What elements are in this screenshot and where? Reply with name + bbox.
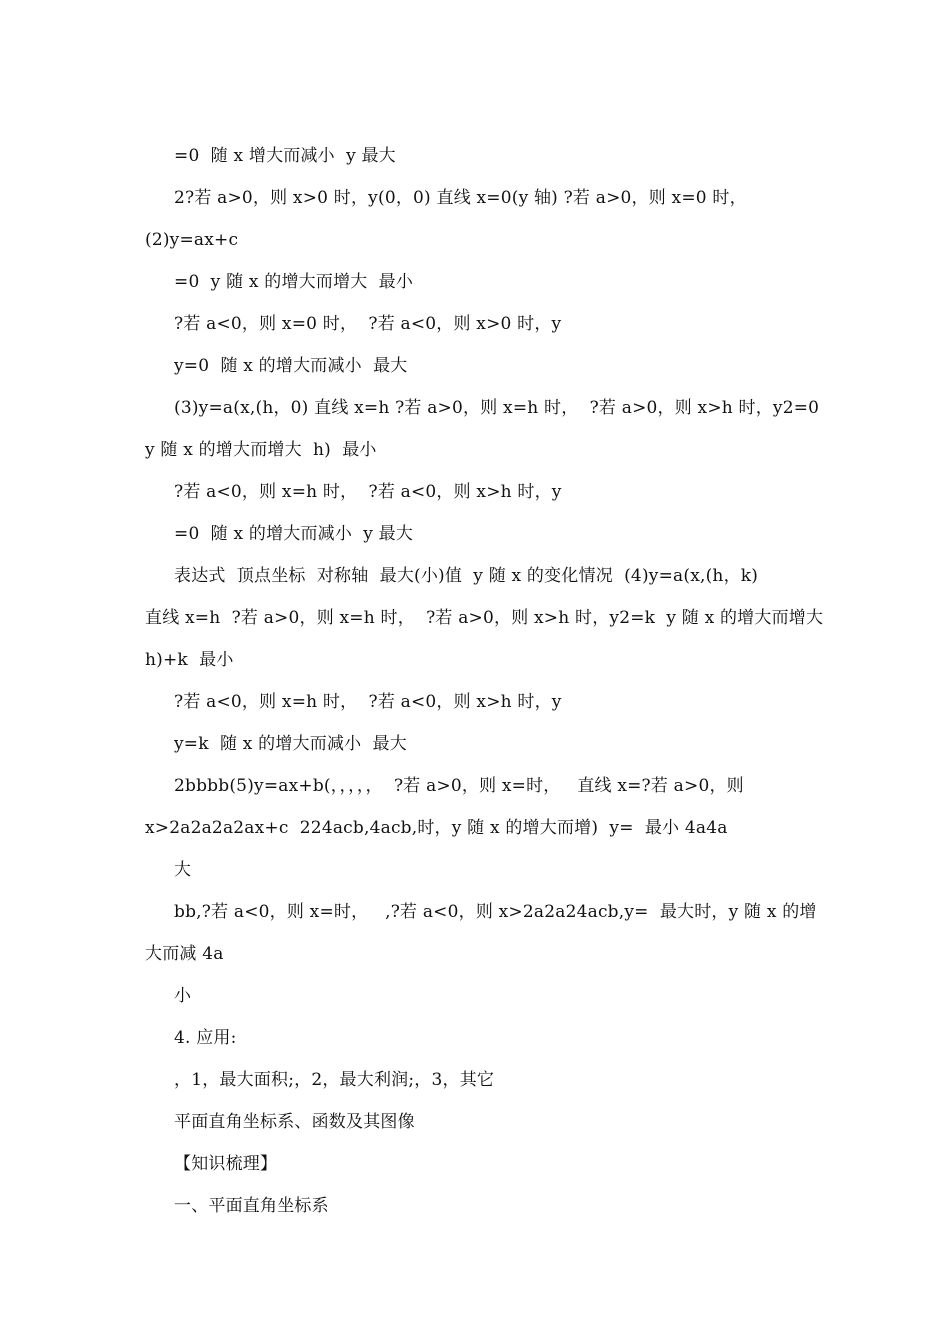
text-line-9: ?若 a<0，则 x=h 时， ?若 a<0，则 x>h 时，y — [174, 482, 562, 502]
text-line-20: 大而减 4a — [145, 944, 224, 964]
text-line-5: ?若 a<0，则 x=0 时， ?若 a<0，则 x>0 时，y — [174, 314, 562, 334]
subsection-heading: 一、平面直角坐标系 — [174, 1196, 329, 1216]
text-line-19: bb,?若 a<0，则 x=时， ,?若 a<0，则 x>2a2a24acb,y= 最大时，y 随 x 的增 — [174, 902, 817, 922]
text-line-15: y=k 随 x 的增大而减小 最大 — [174, 734, 407, 754]
text-line-12: 直线 x=h ?若 a>0，则 x=h 时， ?若 a>0，则 x>h 时，y2=k y 随 x 的增大而增大 — [145, 608, 824, 628]
text-line-16: 2bbbb(5)y=ax+b(，，，，， ?若 a>0，则 x=时， 直线 x=?若 a>0，则 — [174, 776, 744, 796]
text-line-4: =0 y 随 x 的增大而增大 最小 — [174, 272, 414, 292]
text-line-7: (3)y=a(x,(h，0) 直线 x=h ?若 a>0，则 x=h 时， ?若 a>0，则 x>h 时，y2=0 — [174, 398, 820, 418]
text-line-13: h)+k 最小 — [145, 650, 234, 670]
text-line-18: 大 — [174, 860, 192, 880]
text-line-23: ，1，最大面积;，2，最大利润;，3，其它 — [174, 1070, 495, 1090]
text-line-22: 4. 应用: — [174, 1028, 237, 1048]
text-line-17: x>2a2a2a2ax+c 224acb,4acb,时，y 随 x 的增大而增) y= 最小 4a4a — [145, 818, 728, 838]
text-line-10: =0 随 x 的增大而减小 y 最大 — [174, 524, 414, 544]
text-line-2: 2?若 a>0，则 x>0 时，y(0，0) 直线 x=0(y 轴) ?若 a>0，则 x=0 时， — [174, 188, 747, 208]
text-line-21: 小 — [174, 986, 192, 1006]
text-line-8: y 随 x 的增大而增大 h) 最小 — [145, 440, 377, 460]
knowledge-heading: 【知识梳理】 — [174, 1154, 278, 1174]
section-title: 平面直角坐标系、函数及其图像 — [174, 1112, 415, 1132]
text-line-14: ?若 a<0，则 x=h 时， ?若 a<0，则 x>h 时，y — [174, 692, 562, 712]
text-line-11: 表达式 顶点坐标 对称轴 最大(小)值 y 随 x 的变化情况 (4)y=a(x,(h，k) — [174, 566, 759, 586]
text-line-3: (2)y=ax+c — [145, 230, 239, 250]
text-line-6: y=0 随 x 的增大而减小 最大 — [174, 356, 408, 376]
text-line-1: =0 随 x 增大而减小 y 最大 — [174, 146, 396, 166]
